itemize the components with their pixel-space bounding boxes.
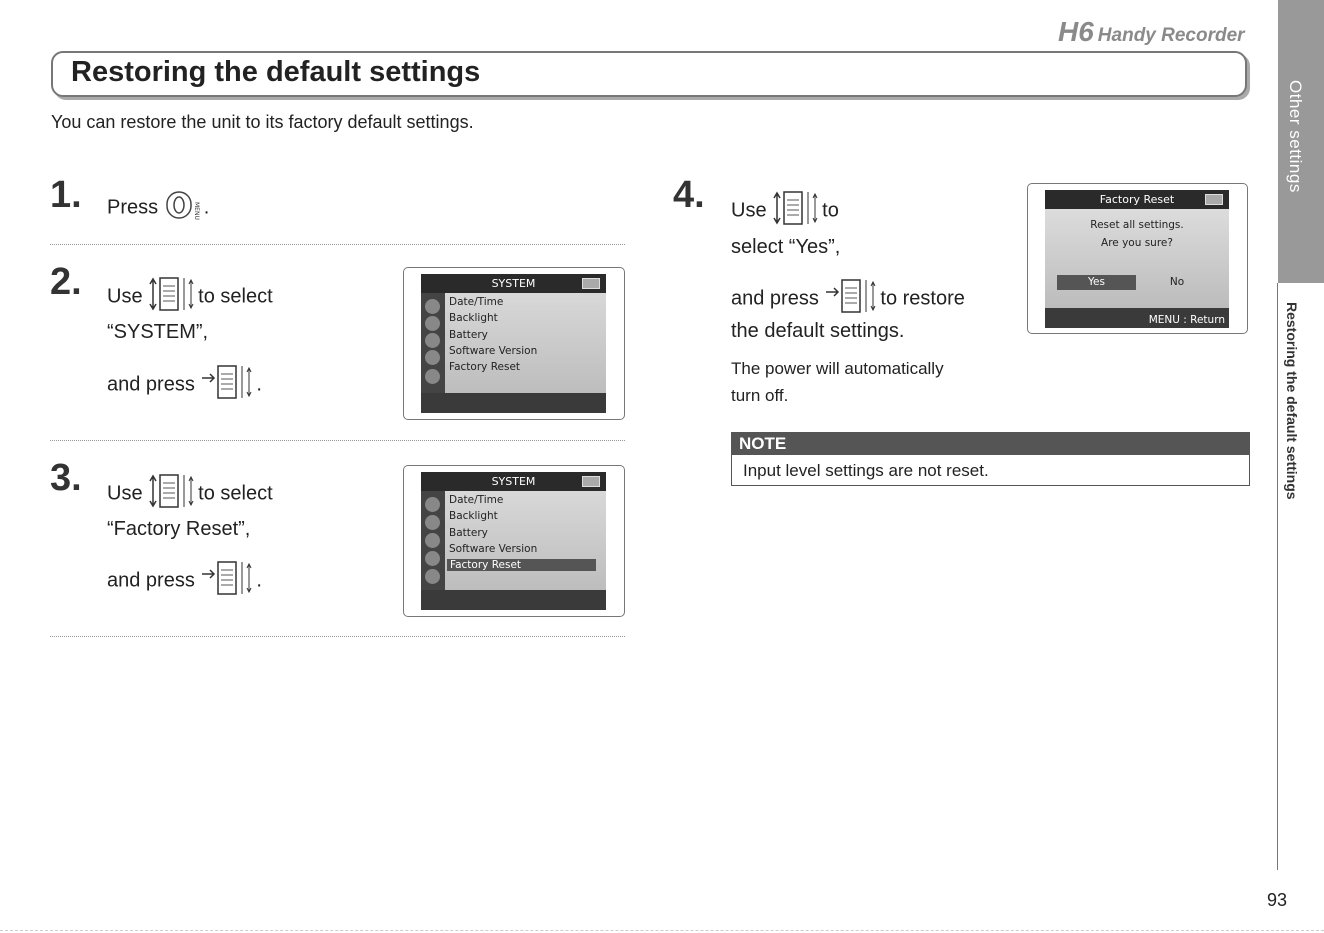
model-name: H6 [1058,16,1094,47]
screen-factory-reset [1027,183,1248,334]
step-2-period: . [256,373,262,396]
sidebar-divider [1277,283,1278,870]
page-edge-line [0,930,1324,931]
battery-icon [1205,194,1223,205]
no-option: No [1169,276,1185,288]
step-4-line-3 [731,278,965,320]
screen-side-icons [421,293,445,393]
step-4-note-2: turn off. [731,386,789,405]
screen-system [403,267,625,420]
model-subtitle: Handy Recorder [1097,25,1245,46]
step-3-use: Use [107,482,143,505]
menu-item: Battery [449,527,488,539]
svg-text:MENU: MENU [192,202,200,220]
step-3-line-3 [107,560,262,602]
step-3-line-1 [107,473,273,515]
step-3-to-select: to select [198,482,273,505]
page-number: 93 [1267,890,1288,910]
step-3-and-press: and press [107,569,195,592]
screen-system-selected [403,465,625,617]
scroll-wheel-press-icon [200,364,256,406]
step-4-and-press: and press [731,287,819,310]
battery-icon [582,278,600,289]
step-1-press: Press [107,196,159,219]
separator [50,244,625,245]
menu-item: Software Version [449,543,538,555]
menu-item: Software Version [449,345,538,357]
scroll-wheel-icon [148,276,198,318]
screen-title: SYSTEM [421,472,606,491]
screen-footer: MENU : Return [1148,314,1225,326]
screen-menu [445,491,606,590]
menu-item-selected: Factory Reset [447,559,596,571]
step-2-line-1 [107,276,273,318]
step-3-number: 3. [50,457,82,499]
menu-item: Date/Time [449,494,504,506]
brand-header [1058,16,1245,48]
menu-item: Factory Reset [449,361,521,373]
scroll-wheel-press-icon [824,278,880,320]
reset-line-1: Reset all settings. [1090,219,1184,231]
current-section-label: Restoring the default settings [1284,302,1300,500]
step-4-to: to [822,199,839,222]
step-1-text [107,190,209,226]
step-4-to-restore: to restore [880,287,965,310]
yes-option: Yes [1057,275,1136,290]
menu-item: Date/Time [449,296,504,308]
scroll-wheel-icon [772,190,822,232]
step-2-use: Use [107,285,143,308]
step-2-line-3 [107,364,262,406]
step-4-number: 4. [673,174,705,216]
step-4-line-4: the default settings. [731,320,905,342]
step-2-to-select: to select [198,285,273,308]
step-1-period: . [203,196,210,219]
scroll-wheel-icon [148,473,198,515]
separator [50,636,625,637]
menu-button-icon [164,190,204,226]
step-4-use: Use [731,199,767,222]
step-1-number: 1. [50,174,82,216]
battery-icon [582,476,600,487]
page-title: Restoring the default settings [71,56,481,88]
step-2-number: 2. [50,261,82,303]
screen-side-icons [421,491,445,590]
step-4-line-1 [731,190,839,232]
title-bar [51,51,1247,97]
separator [50,440,625,441]
step-3-line-2: “Factory Reset”, [107,518,251,540]
note-label: NOTE [732,433,1249,455]
step-2-line-2: “SYSTEM”, [107,321,209,343]
note-box [731,432,1250,486]
step-4-note-1: The power will automatically [731,359,944,378]
intro-text: You can restore the unit to its factory default settings. [51,112,474,132]
screen-menu [445,293,606,393]
step-4-line-2: select “Yes”, [731,236,841,258]
screen-title: SYSTEM [421,274,606,293]
menu-item: Backlight [449,510,498,522]
menu-item: Battery [449,329,488,341]
screen-title: Factory Reset [1045,190,1229,209]
reset-dialog [1045,209,1229,308]
reset-line-2: Are you sure? [1101,237,1173,249]
step-3-period: . [256,569,262,592]
note-text: Input level settings are not reset. [743,461,989,480]
section-tab-label: Other settings [1286,80,1305,193]
scroll-wheel-press-icon [200,560,256,602]
step-2-and-press: and press [107,373,195,396]
menu-item: Backlight [449,312,498,324]
